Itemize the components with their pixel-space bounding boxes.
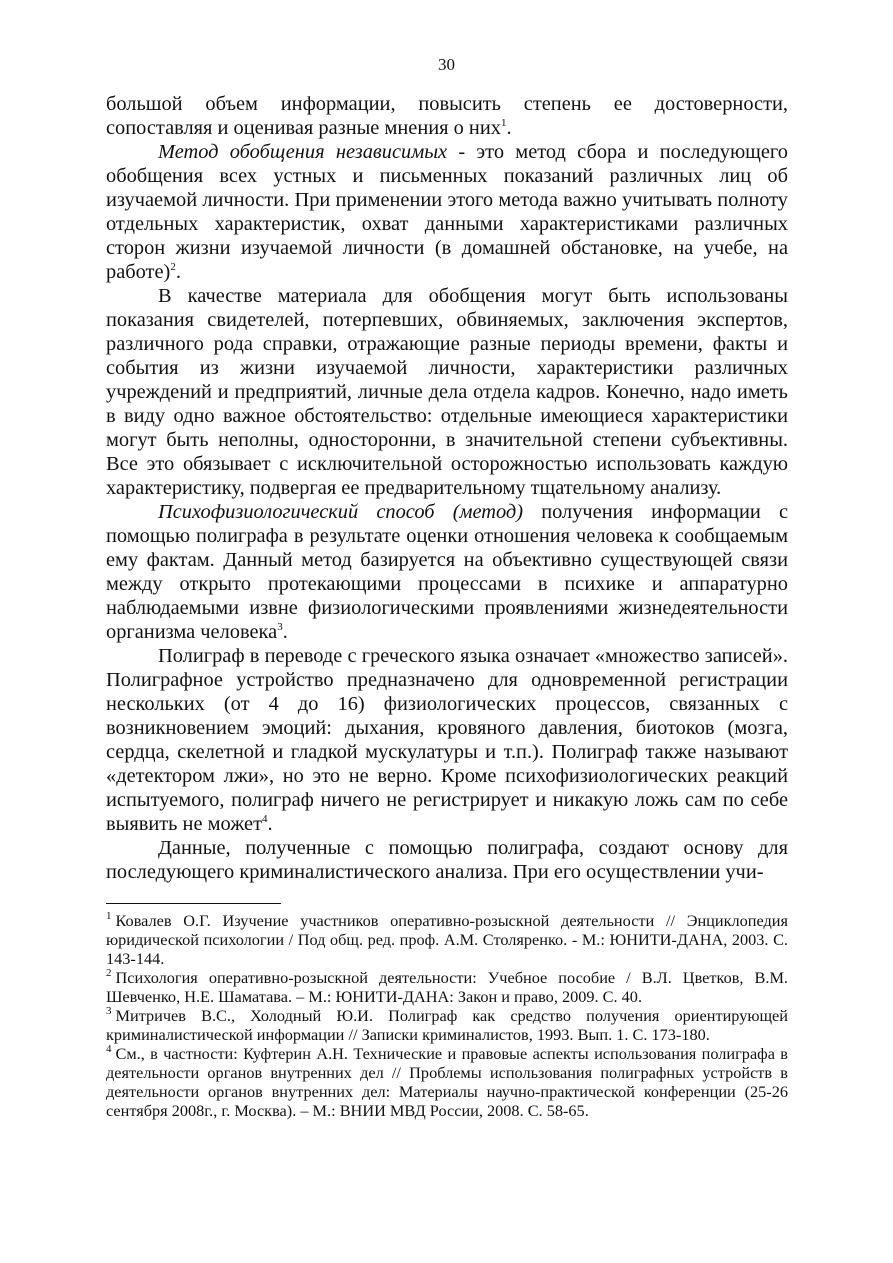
paragraph [106,836,788,884]
footnote-text: Психология оперативно-розыскной деятельности: Учебное пособие / В.Л. Цветков, В.М. Шевченко, Н.Е. Шаматава. – М.: ЮНИТИ-ДАНА: Закон и право, 2009. С. 40. [106,968,788,1006]
paragraph [106,284,788,500]
footnote-ref: 3 [277,621,283,633]
footnote [106,1006,788,1044]
footnote-number: 4 [106,1043,112,1055]
italic-term: Психофизиологический способ (метод) [158,501,524,523]
footnote [106,1044,788,1120]
footnote-text: См., в частности: Куфтерин А.Н. Технические и правовые аспекты использования полиграфа в деятельности органов внутренних дел // Проблемы использования полиграфных устройств в деятельности органов внутренних дел: Материалы научно-практической конференции (25-26 сентября 2008г., г. Москва). – М.: ВНИИ МВД России, 2008. С. 58-65. [106,1044,788,1120]
body-text [106,92,788,884]
text-run: получения информации с помощью полиграфа в результате оценки отношения человека к сообщаемым ему фактам. Данный метод базируется на объективно существующей связи между открыто протекающими процессами в психике и аппаратурно наблюдаемыми извне физиологическими проявлениями жизнедеятельности организма человека [106,501,788,643]
footnote [106,911,788,968]
text-run: Данные, полученные с помощью полиграфа, создают основу для последующего криминалистического анализа. При его осуществлении учи- [106,837,788,883]
footnotes [106,911,788,1120]
paragraph [106,140,788,284]
footnote-text: Ковалев О.Г. Изучение участников оперативно-розыскной деятельности // Энциклопедия юридической психологии / Под общ. ред. проф. А.М. Столяренко. - М.: ЮНИТИ-ДАНА, 2003. С. 143-144. [106,911,788,968]
footnote-ref: 2 [170,261,176,273]
text-run: В качестве материала для обобщения могут быть использованы показания свидетелей, потерпевших, обвиняемых, заключения экспертов, различного рода справки, отражающие разные периоды времени, факты и события из жизни изучаемой личности, характеристики различных учреждений и предприятий, личные дела отдела кадров. Конечно, надо иметь в виду одно важное обстоятельство: отдельные имеющиеся характеристики могут быть неполны, односторонни, в значительной степени субъективны. Все это обязывает с исключительной осторожностью использовать каждую характеристику, подвергая ее предварительному тщательному анализу. [106,285,788,499]
page-number: 30 [438,55,455,74]
paragraph [106,500,788,644]
footnote-text: Митричев В.С., Холодный Ю.И. Полиграф как средство получения ориентирующей криминалистической информации // Записки криминалистов, 1993. Вып. 1. С. 173-180. [106,1006,788,1044]
text-run: . [175,261,181,283]
text-run: . [267,813,273,835]
paragraph [106,92,788,140]
footnote-separator [106,903,281,904]
text-run: большой объем информации, повысить степень ее достоверности, сопоставляя и оценивая разные мнения о них [106,93,788,139]
text-run: Полиграф в переводе с греческого языка означает «множество записей». Полиграфное устройство предназначено для одновременной регистрации нескольких (от 4 до 16) физиологических процессов, связанных с возникновением эмоций: дыхания, кровяного давления, биотоков (мозга, сердца, скелетной и гладкой мускулатуры и т.п.). Полиграф также называют «детектором лжи», но это не верно. Кроме психофизиологических реакций испытуемого, полиграф ничего не регистрирует и никакую ложь сам по себе выявить не может [106,645,788,835]
text-run: . [506,117,512,139]
footnote [106,968,788,1006]
italic-term: Метод обобщения независимых [158,141,448,163]
footnote-number: 3 [106,1005,112,1017]
footnote-ref: 4 [262,813,268,825]
paragraph [106,644,788,836]
footnote-number: 1 [106,910,112,922]
footnote-ref: 1 [500,117,507,129]
text-run: - это метод сбора и последующего обобщения всех устных и письменных показаний различных лиц об изучаемой личности. При применении этого метода важно учитывать полноту отдельных характеристик, охват данными характеристиками различных сторон жизни изучаемой личности (в домашней обстановке, на учебе, на работе) [106,141,788,283]
text-run: . [282,621,288,643]
footnote-number: 2 [106,967,112,979]
